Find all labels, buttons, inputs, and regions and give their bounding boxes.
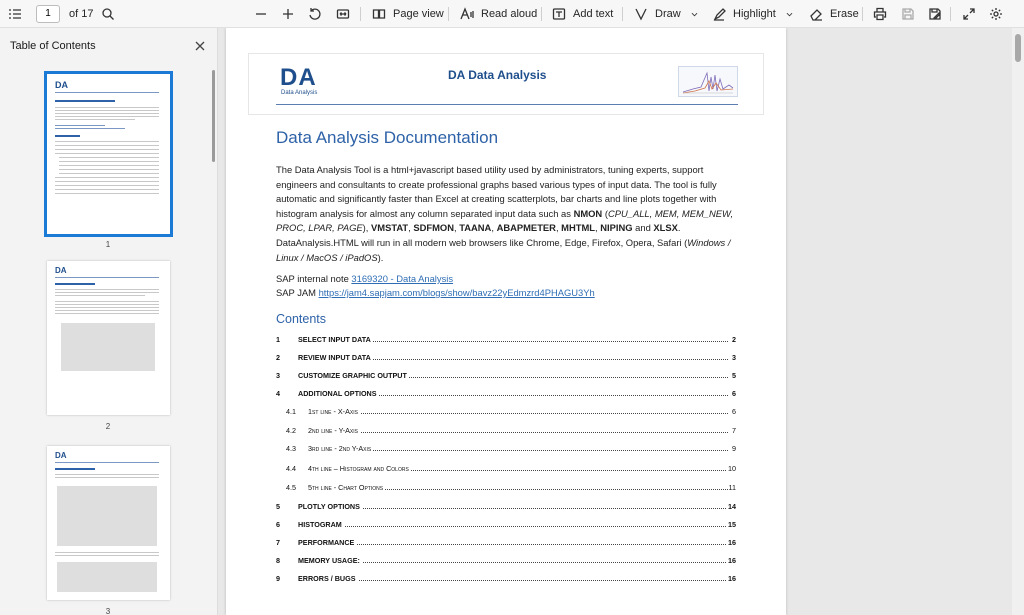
toc-entry-title: SELECT INPUT DATA <box>298 335 371 344</box>
intro-text-run: NMON <box>573 207 603 219</box>
toc-entry-page: 14 <box>728 502 736 511</box>
intro-text-run: and <box>632 222 654 234</box>
viewer-scrollbar[interactable] <box>1012 28 1024 615</box>
intro-text-run: XLSX <box>653 222 678 234</box>
page-thumbnail-1[interactable] <box>47 74 170 234</box>
thumb-page-number: 2 <box>105 422 111 431</box>
erase-button[interactable] <box>809 0 859 28</box>
intro-text-run: , <box>595 222 601 234</box>
toc-entry-title: ERRORS / BUGS <box>298 574 356 583</box>
toc-entry-number: 9 <box>276 574 280 583</box>
plus-icon <box>281 7 295 21</box>
list-icon <box>8 7 22 21</box>
toc-entry[interactable] <box>276 538 736 552</box>
toc-entry[interactable] <box>276 556 736 570</box>
save-button[interactable] <box>901 0 915 28</box>
toc-toggle-button[interactable] <box>8 0 22 28</box>
toc-entry-page: 16 <box>728 574 736 583</box>
divider <box>622 7 623 21</box>
toolbar <box>0 0 1024 28</box>
draw-button[interactable] <box>634 0 681 28</box>
minus-icon <box>254 7 268 21</box>
read-aloud-icon <box>460 7 474 21</box>
intro-text-run: ABAPMETER <box>496 222 556 234</box>
intro-text-run: TAANA <box>459 222 492 234</box>
toc-entry-number: 4.1 <box>286 407 296 416</box>
toc-leader-dots <box>308 580 728 581</box>
intro-text-run: ( <box>602 207 608 219</box>
highlight-button[interactable] <box>712 0 776 28</box>
book-icon <box>372 7 386 21</box>
toc-entry-number: 8 <box>276 556 280 565</box>
toc-leader-dots <box>308 526 728 527</box>
header-title: DA Data Analysis <box>448 68 547 82</box>
toc-entry-number: 4 <box>276 389 280 398</box>
toc-entry[interactable] <box>276 426 736 440</box>
toc-entry[interactable] <box>276 444 736 458</box>
toc-entry[interactable] <box>276 483 736 497</box>
toc-entry-number: 5 <box>276 502 280 511</box>
intro-text-run: CPU_ALL, MEM, MEM_NEW, PROC, LPAR, PAGE <box>276 207 734 234</box>
thumb-page-number: 1 <box>105 240 111 249</box>
toc-entry[interactable] <box>276 464 736 478</box>
print-button[interactable] <box>873 0 887 28</box>
page-thumbnail-2[interactable] <box>47 261 170 415</box>
viewer-scroll-thumb[interactable] <box>1015 34 1021 62</box>
sidebar-scrollbar[interactable] <box>212 70 215 162</box>
read-aloud-button[interactable] <box>460 0 537 28</box>
fit-button[interactable] <box>336 0 350 28</box>
toc-entry-title: 5th line - Chart Options <box>308 483 384 492</box>
read-aloud-label: Read aloud <box>481 8 538 20</box>
zoom-out-button[interactable] <box>254 0 268 28</box>
toc-entry-page: 6 <box>732 407 736 416</box>
toc-entry-title: 2nd line - Y-Axis <box>308 426 358 435</box>
divider <box>448 7 449 21</box>
toc-entry-number: 4.5 <box>286 483 296 492</box>
page-view-label: Page view <box>393 8 444 20</box>
sap-note-line <box>276 273 453 284</box>
search-button[interactable] <box>101 0 115 28</box>
toc-entry[interactable] <box>276 335 736 349</box>
intro-text-run: ). <box>377 251 384 263</box>
page-thumbnail-3[interactable] <box>47 446 170 600</box>
sap-note-label: SAP internal note <box>276 273 349 284</box>
toc-entry-number: 6 <box>276 520 280 529</box>
sidebar-title: Table of Contents <box>10 40 96 52</box>
toc-entry-page: 10 <box>728 464 736 473</box>
sap-jam-label: SAP JAM <box>276 287 316 298</box>
header-rule <box>276 104 738 105</box>
divider <box>862 7 863 21</box>
toc-entry-title: CUSTOMIZE GRAPHIC OUTPUT <box>298 371 407 380</box>
toc-entry-page: 11 <box>728 483 736 492</box>
document-viewer[interactable] <box>218 28 1024 615</box>
save-as-button[interactable] <box>928 0 942 28</box>
intro-text-run: , <box>555 222 562 234</box>
close-icon <box>194 40 206 52</box>
toc-entry-page: 16 <box>728 538 736 547</box>
toc-entry-number: 4.4 <box>286 464 296 473</box>
toc-entry-number: 4.3 <box>286 444 296 453</box>
draw-dropdown[interactable] <box>690 0 699 28</box>
toc-entry-page: 3 <box>732 353 736 362</box>
intro-text-run: Windows / Linux / MacOS / iPadOS <box>276 236 731 263</box>
logo-subtitle: Data Analysis <box>281 90 318 96</box>
toc-entry-title: PERFORMANCE <box>298 538 355 547</box>
da-logo: DA <box>280 64 317 91</box>
toc-leader-dots <box>308 413 728 414</box>
highlight-label: Highlight <box>733 8 776 20</box>
intro-text-run: ), <box>362 222 371 234</box>
divider <box>950 7 951 21</box>
sap-jam-line <box>276 287 595 298</box>
fit-page-icon <box>336 7 350 21</box>
thumb-logo: DA <box>55 80 68 90</box>
toc-entry[interactable] <box>276 353 736 367</box>
toc-entry-page: 5 <box>732 371 736 380</box>
contents-heading: Contents <box>276 312 327 326</box>
chevron-down-icon <box>690 10 699 19</box>
toc-leader-dots <box>308 508 728 509</box>
settings-button[interactable] <box>989 0 1003 28</box>
intro-text-run: MHTML <box>561 222 596 234</box>
add-text-label: Add text <box>573 8 614 20</box>
toc-entry-number: 1 <box>276 335 280 344</box>
rotate-icon <box>308 7 322 21</box>
draw-icon <box>634 7 648 21</box>
toc-entry-number: 7 <box>276 538 280 547</box>
sap-jam-link[interactable]: https://jam4.sapjam.com/blogs/show/bavz22yEdmzrd4PHAGU3Yh <box>318 287 595 298</box>
intro-text-run: , <box>454 222 460 234</box>
expand-icon <box>962 7 976 21</box>
toc-entry-page: 16 <box>728 556 736 565</box>
intro-text-run: , <box>491 222 497 234</box>
toc-entry-number: 3 <box>276 371 280 380</box>
toc-entry-page: 2 <box>732 335 736 344</box>
toc-entry[interactable] <box>276 574 736 588</box>
add-text-icon <box>552 7 566 21</box>
close-sidebar-button[interactable] <box>194 39 206 51</box>
toc-entry[interactable] <box>276 502 736 516</box>
save-icon <box>901 7 915 21</box>
page-total-label: of 17 <box>69 8 94 20</box>
toc-entry-title: 1st line - X-Axis <box>308 407 358 416</box>
eraser-icon <box>809 7 823 21</box>
toc-entry-title: 3rd line - 2nd Y-Axis <box>308 444 372 453</box>
rotate-button[interactable] <box>308 0 322 28</box>
thumb-logo: DA <box>55 451 67 460</box>
intro-text-run: NIPING <box>600 222 633 234</box>
document-page <box>226 28 786 615</box>
draw-label: Draw <box>655 8 681 20</box>
fullscreen-button[interactable] <box>962 0 976 28</box>
intro-text-run: , <box>408 222 414 234</box>
search-icon <box>101 7 115 21</box>
toc-leader-dots <box>308 544 728 545</box>
highlight-dropdown[interactable] <box>785 0 794 28</box>
intro-paragraph <box>276 163 741 265</box>
toc-entry-title: HISTOGRAM <box>298 520 342 529</box>
thumb-page-number: 3 <box>105 607 111 615</box>
toc-sidebar <box>0 28 218 615</box>
highlighter-icon <box>712 7 726 21</box>
toc-leader-dots <box>308 432 728 433</box>
toc-entry-number: 2 <box>276 353 280 362</box>
toc-entry[interactable] <box>276 371 736 385</box>
toc-entry-number: 4.2 <box>286 426 296 435</box>
page-total <box>69 0 93 28</box>
save-as-icon <box>928 7 942 21</box>
chart-thumbnail-icon <box>679 67 737 96</box>
toc-leader-dots <box>308 562 728 563</box>
intro-text-run: The Data Analysis Tool is a html+javascript based utility used by administrators, tuning experts, support engineers and consultants to create professional graphs based various types of input data. The tool is fully automatic and significantly faster than Excel at creating scatterplots, bar charts and line plots together with histogram analysis for almost any column separated input data such as <box>276 164 717 219</box>
header-chart-thumbnail <box>678 66 738 97</box>
toc-entry-page: 6 <box>732 389 736 398</box>
page-number-input[interactable] <box>36 5 60 23</box>
zoom-in-button[interactable] <box>281 0 295 28</box>
intro-text-run: . DataAnalysis.HTML will run in all modern web browsers like Chrome, Edge, Firefox, Opera, Safari ( <box>276 222 688 248</box>
chevron-down-icon <box>785 10 794 19</box>
toc-entry-title: PLOTLY OPTIONS <box>298 502 360 511</box>
divider <box>541 7 542 21</box>
erase-label: Erase <box>830 8 859 20</box>
print-icon <box>873 7 887 21</box>
toc-entry[interactable] <box>276 389 736 403</box>
intro-text-run: VMSTAT <box>371 222 409 234</box>
toc-entry-page: 7 <box>732 426 736 435</box>
toc-entry[interactable] <box>276 520 736 534</box>
toc-entry[interactable] <box>276 407 736 421</box>
divider <box>360 7 361 21</box>
intro-text-run: SDFMON <box>413 222 454 234</box>
toc-entry-page: 15 <box>728 520 736 529</box>
toc-entry-title: REVIEW INPUT DATA <box>298 353 371 362</box>
document-title: Data Analysis Documentation <box>276 128 499 147</box>
gear-icon <box>989 7 1003 21</box>
thumb-logo: DA <box>55 266 67 275</box>
toc-entry-title: ADDITIONAL OPTIONS <box>298 389 377 398</box>
toc-entry-title: MEMORY USAGE: <box>298 556 360 565</box>
add-text-button[interactable] <box>552 0 613 28</box>
page-view-button[interactable] <box>372 0 444 28</box>
toc-entry-title: 4th line – Histogram and Colors <box>308 464 409 473</box>
sap-note-link[interactable]: 3169320 - Data Analysis <box>351 273 454 284</box>
toc-entry-page: 9 <box>732 444 736 453</box>
